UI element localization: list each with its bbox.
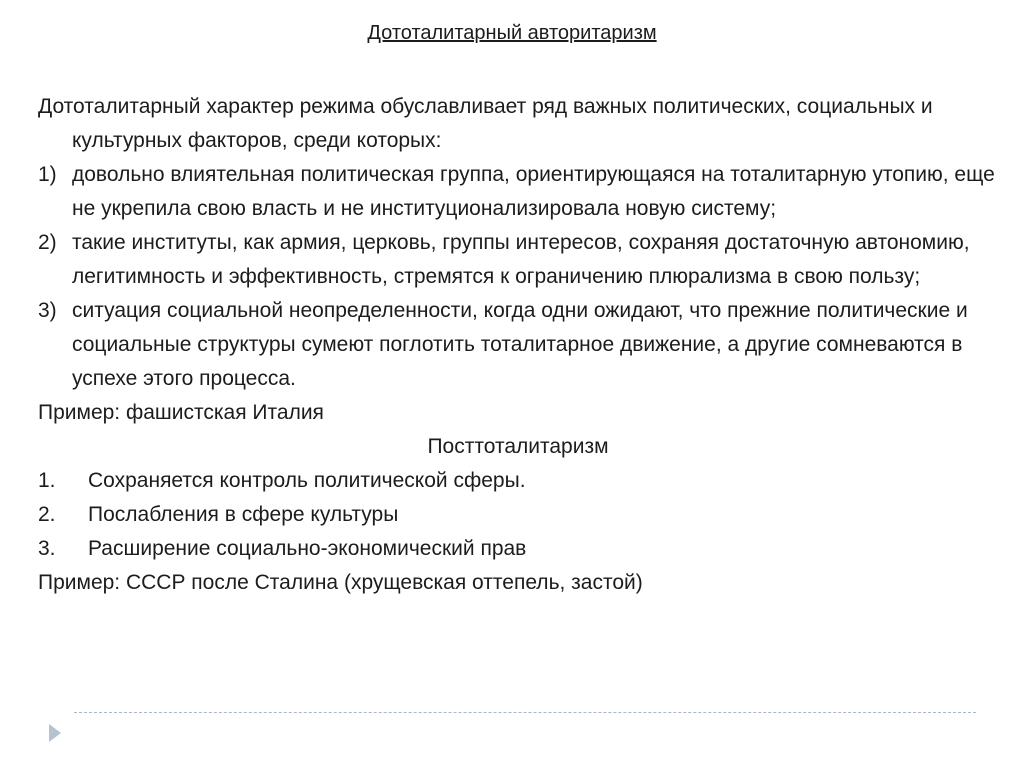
triangle-right-icon (49, 724, 61, 742)
list-item-text: Сохраняется контроль политической сферы. (88, 469, 526, 492)
list-item (38, 226, 998, 294)
list-number: 1) (38, 163, 57, 186)
list-number: 3. (38, 537, 56, 560)
list-number: 2. (38, 503, 56, 526)
list-number: 3) (38, 299, 57, 322)
slide-body (38, 90, 998, 600)
section-heading: Посттоталитаризм (427, 435, 609, 458)
list-item-text: довольно влиятельная политическая группа, ориентирующаяся на тоталитарную утопию, еще не укрепила свою власть и не институционализировала новую систему; (72, 163, 995, 220)
example-text: Пример: СССР после Сталина (хрущевская оттепель, застой) (38, 571, 643, 594)
footer-divider (74, 712, 976, 713)
slide-title: Дототалитарный авторитаризм (367, 22, 657, 44)
list-item-text: Послабления в сфере культуры (88, 503, 399, 526)
list-item-text: ситуация социальной неопределенности, когда одни ожидают, что прежние политические и социальные структуры сумеют поглотить тоталитарное движение, а другие сомневаются в успехе этого процесса. (72, 299, 968, 390)
list-number: 2) (38, 231, 57, 254)
list-item (38, 532, 998, 566)
list-item (38, 498, 998, 532)
intro-paragraph: Дототалитарный характер режима обуславливает ряд важных политических, социальных и культурных факторов, среди которых: (38, 95, 933, 152)
list-item-text: такие институты, как армия, церковь, группы интересов, сохраняя достаточную автономию, легитимность и эффективность, стремятся к ограничению плюрализма в свою пользу; (72, 231, 970, 288)
list-item (38, 294, 998, 396)
list-item (38, 158, 998, 226)
list-number: 1. (38, 469, 56, 492)
example-text: Пример: фашистская Италия (38, 401, 324, 424)
list-item (38, 464, 998, 498)
list-item-text: Расширение социально-экономический прав (88, 537, 527, 560)
